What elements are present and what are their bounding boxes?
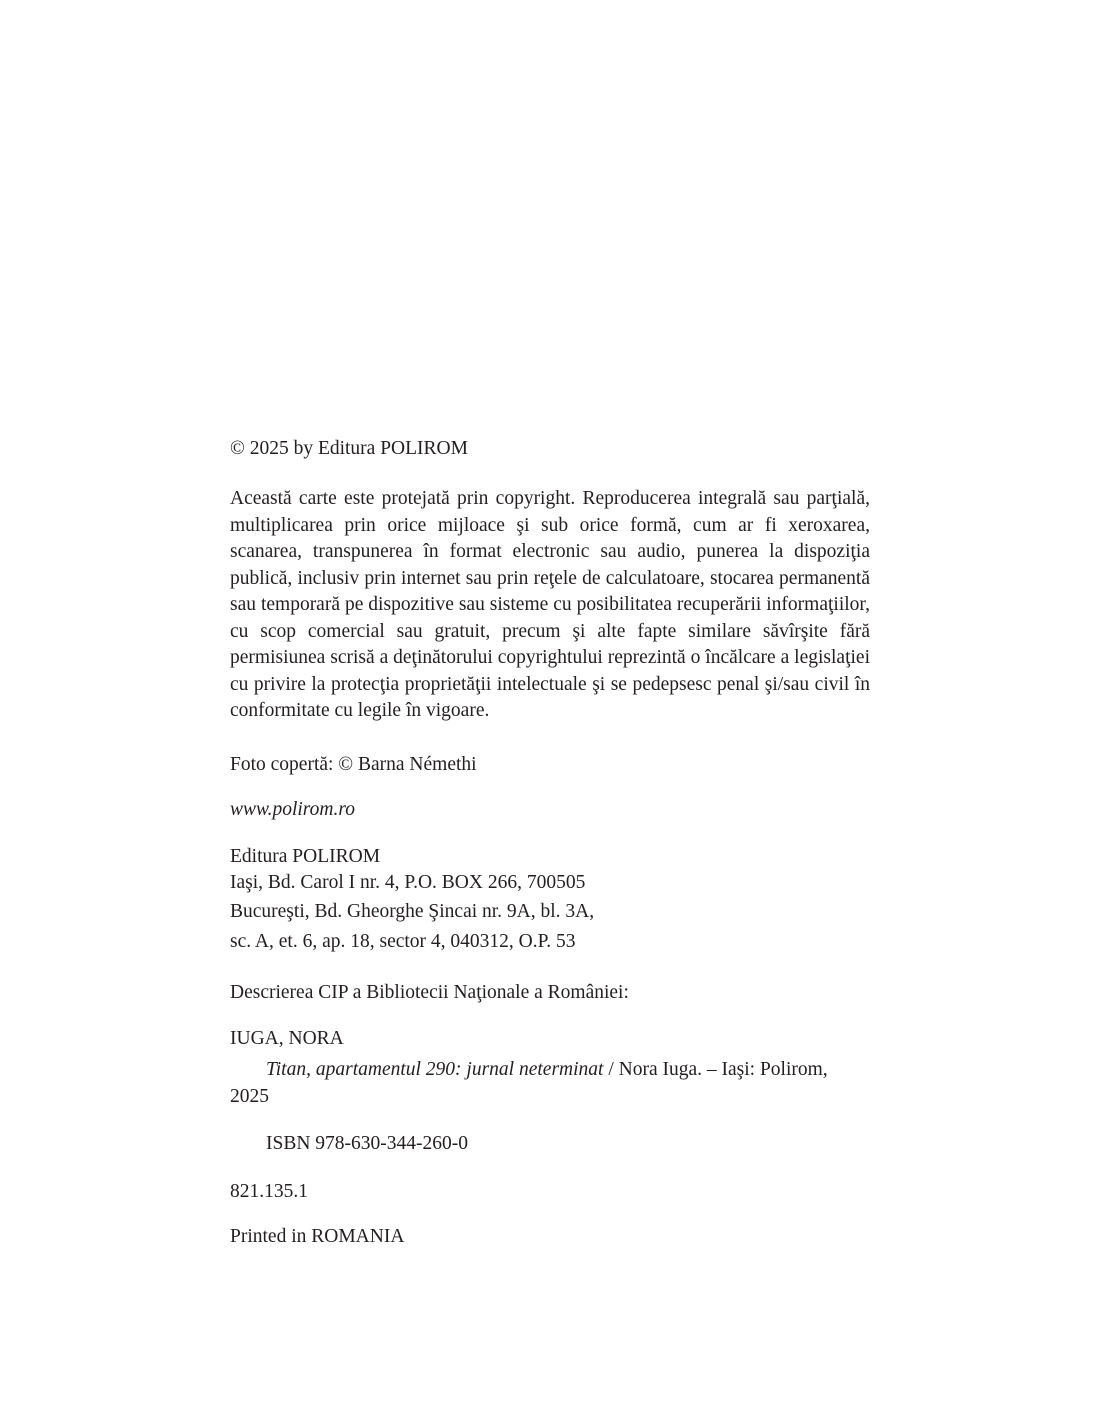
copyright-line: © 2025 by Editura POLIROM	[230, 438, 468, 459]
publisher-name: Editura POLIROM	[230, 846, 381, 867]
cip-author: IUGA, NORA	[230, 1028, 344, 1049]
cip-entry	[230, 1057, 870, 1110]
address-iasi: Iaşi, Bd. Carol I nr. 4, P.O. BOX 266, 700505	[230, 872, 586, 893]
photo-credit: Foto copertă: © Barna Némethi	[230, 754, 477, 775]
udc-classification: 821.135.1	[230, 1181, 308, 1202]
address-bucuresti-detail: sc. A, et. 6, ap. 18, sector 4, 040312, O.P. 53	[230, 931, 576, 952]
cip-entry-details: / Nora Iuga. – Iaşi: Polirom, 2025	[230, 1059, 828, 1107]
copyright-notice: Această carte este protejată prin copyright. Reproducerea integrală sau parţială, multiplicarea prin orice mijloace şi sub orice formă, cum ar fi xeroxarea, scanarea, transpunerea în format electronic sau audio, punerea la dispoziţia publică, inclusiv prin internet sau prin reţele de calculatoare, stocarea permanentă sau temporară pe dispozitive sau sisteme cu posibilitatea recuperării informaţiilor, cu scop comercial sau gratuit, precum şi alte fapte similare săvîrşite fără permisiunea scrisă a deţinătorului copyrightului reprezintă o încălcare a legislaţiei cu privire la protecţia proprietăţii intelectuale şi se pedepsesc penal şi/sau civil în conformitate cu legile în vigoare.	[230, 488, 870, 721]
cip-heading: Descrierea CIP a Bibliotecii Naţionale a României:	[230, 982, 629, 1003]
publisher-website: www.polirom.ro	[230, 799, 355, 820]
publisher-address-block	[230, 844, 870, 956]
isbn: ISBN 978-630-344-260-0	[266, 1133, 469, 1154]
printed-in: Printed in ROMANIA	[230, 1226, 405, 1247]
address-bucuresti: Bucureşti, Bd. Gheorghe Şincai nr. 9A, bl. 3A,	[230, 901, 595, 922]
cip-book-title: Titan, apartamentul 290: jurnal neterminat	[266, 1059, 604, 1080]
